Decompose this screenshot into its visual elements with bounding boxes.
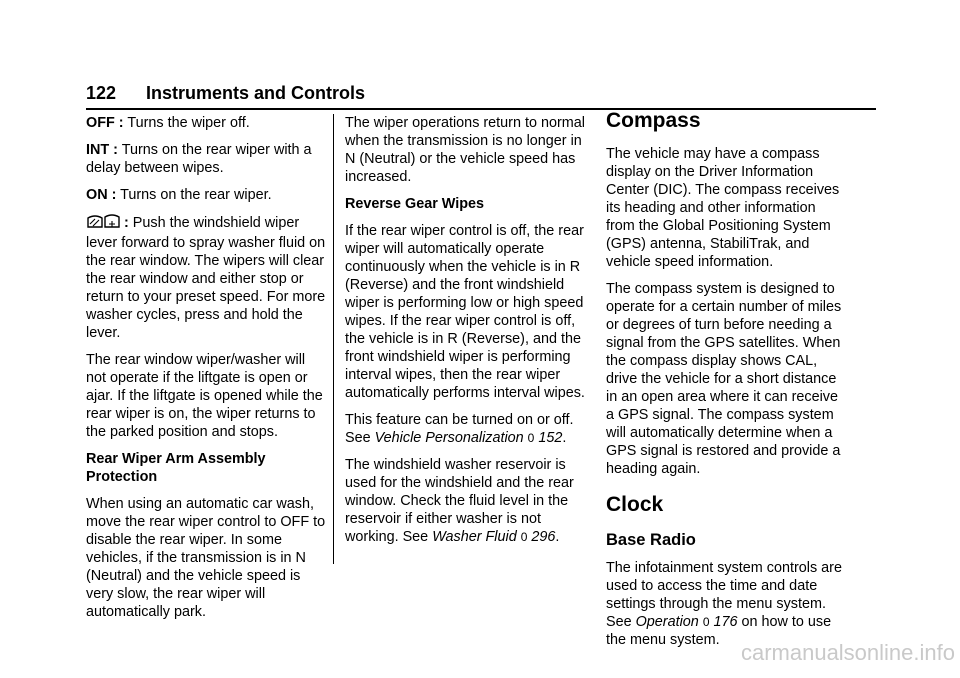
section-title: Instruments and Controls xyxy=(146,83,366,103)
column-right xyxy=(606,108,842,658)
page-ref-icon: 0 xyxy=(520,530,528,544)
off-term: OFF : xyxy=(86,115,124,131)
reservoir-text: The windshield washer reservoir is used for the windshield and the rear window. Check the fluid level in the reservoir if either washer is not working. See xyxy=(345,457,574,545)
carwash-paragraph: When using an automatic car wash, move the rear wiper control to OFF to disable the rear wiper. In some vehicles, if the transmission is in N (Neutral) and the vehicle speed is very slow, the rear wiper will automatically park. xyxy=(86,496,326,620)
column-divider xyxy=(333,114,334,564)
personalization-link[interactable]: Vehicle Personalization xyxy=(374,430,524,446)
page-ref-152[interactable]: 152 xyxy=(538,430,563,446)
feature-end: . xyxy=(562,430,567,446)
column-left xyxy=(86,114,326,630)
off-item xyxy=(86,114,326,132)
washer-text: Push the windshield wiper lever forward to spray washer fluid on the rear window. The wipers will clear the rear window and either stop or return to your preset speed. For more washer cycles, press and hold the lever. xyxy=(86,215,326,341)
page-number: 122 xyxy=(86,83,117,103)
page-header xyxy=(86,80,876,110)
reverse-paragraph: If the rear wiper control is off, the rear wiper will automatically operate continuously when the vehicle is in R (Reverse) and the front windshield wiper is performing low or high speed wipes. If the rear wiper control is off, the vehicle is in R (Reverse), and the front windshield wiper is performing interval wipes, then the rear wiper automatically performs interval wipes. xyxy=(345,223,585,401)
page-ref-icon: 0 xyxy=(527,431,535,445)
compass-paragraph-1: The vehicle may have a compass display on the Driver Information Center (DIC). The compass receives its heading and other information from the Global Positioning System (GPS) antenna, StabiliTrak, and vehicle speed information. xyxy=(606,146,840,270)
page-ref-296[interactable]: 296 xyxy=(531,529,556,545)
return-paragraph: The wiper operations return to normal when the transmission is no longer in N (Neutral) or the vehicle speed has increased. xyxy=(345,115,585,185)
radio-text: The infotainment system controls are used to access the time and date settings through the menu system. See xyxy=(606,560,842,630)
watermark: carmanualsonline.info xyxy=(740,640,955,665)
column-middle xyxy=(345,114,585,555)
on-text: Turns on the rear wiper. xyxy=(116,187,272,203)
protection-subheading: Rear Wiper Arm Assembly Protection xyxy=(86,451,266,485)
reverse-subheading: Reverse Gear Wipes xyxy=(345,196,485,212)
compass-heading: Compass xyxy=(606,109,701,132)
reservoir-paragraph xyxy=(345,456,585,546)
page-ref-icon: 0 xyxy=(702,615,710,629)
int-text: Turns on the rear wiper with a delay between wipes. xyxy=(86,142,312,176)
washer-fluid-link[interactable]: Washer Fluid xyxy=(432,529,517,545)
feature-text: This feature can be turned on or off. See xyxy=(345,412,574,446)
washer-item xyxy=(86,213,326,342)
operation-link[interactable]: Operation xyxy=(635,614,699,630)
washer-term: : xyxy=(120,215,129,231)
int-item xyxy=(86,141,326,177)
off-text: Turns the wiper off. xyxy=(123,115,250,131)
rear-washer-icon xyxy=(86,213,120,234)
on-item xyxy=(86,186,326,204)
int-term: INT : xyxy=(86,142,118,158)
radio-paragraph xyxy=(606,559,842,649)
feature-paragraph xyxy=(345,411,585,447)
radio-text-end: on how to use the menu system. xyxy=(606,614,832,648)
on-term: ON : xyxy=(86,187,117,203)
base-radio-heading: Base Radio xyxy=(606,531,696,549)
compass-paragraph-2: The compass system is designed to operate for a certain number of miles or degrees of turn before needing a signal from the GPS satellites. When the compass display shows CAL, drive the vehicle for a short distance in an open area where it can receive a GPS signal. The compass system will automatically determine when a GPS signal is restored and provide a heading again. xyxy=(606,281,842,477)
clock-heading: Clock xyxy=(606,493,664,516)
page-ref-176[interactable]: 176 xyxy=(713,614,738,630)
liftgate-paragraph: The rear window wiper/washer will not operate if the liftgate is open or ajar. If the liftgate is opened while the rear wiper is on, the wiper returns to the parked position and stops. xyxy=(86,352,323,440)
reservoir-end: . xyxy=(555,529,560,545)
